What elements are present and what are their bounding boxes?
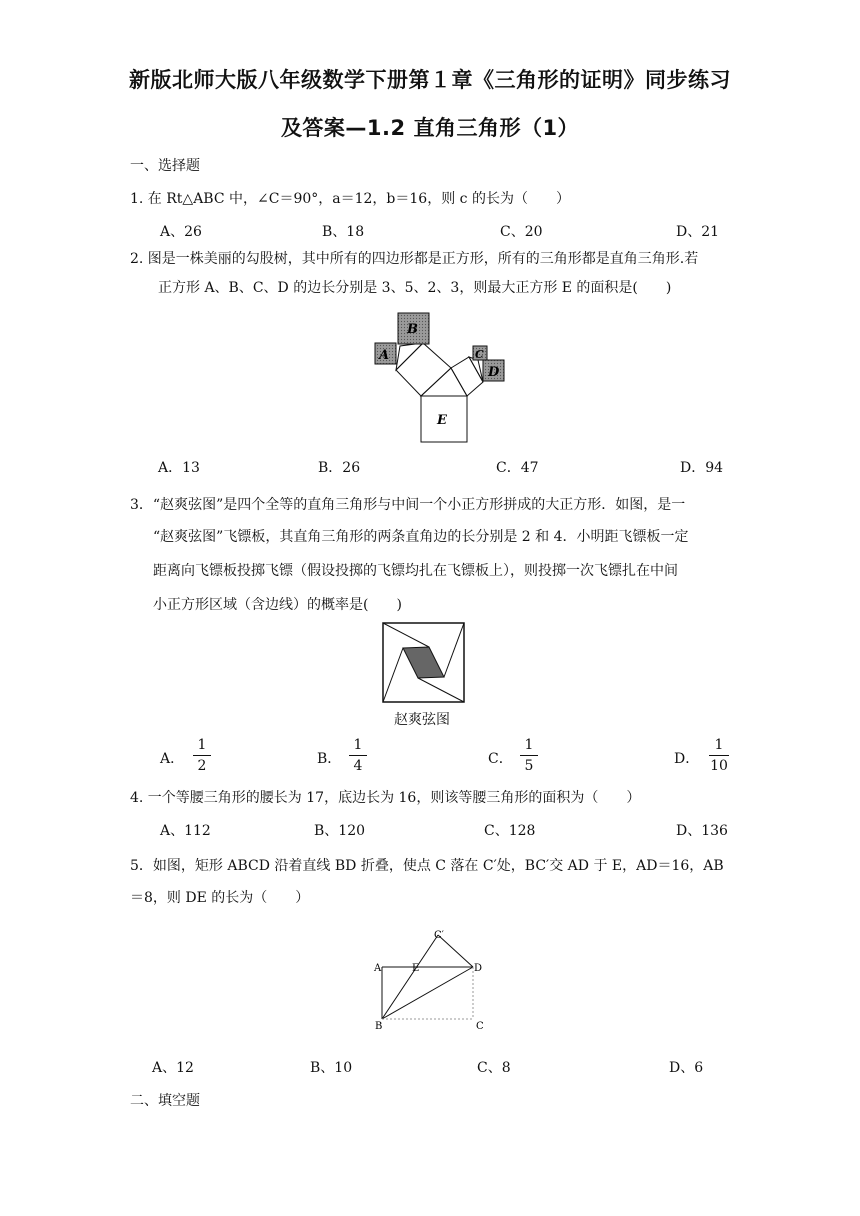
q1-option-b: B、18	[322, 224, 365, 240]
q3-option-a-fraction: 1 2	[190, 736, 214, 775]
q3-option-d-fraction: 1 10	[710, 737, 728, 774]
q4-option-c: C、128	[484, 823, 536, 839]
section-heading-fill: 二、填空题	[130, 1093, 200, 1109]
question-4-text: 4. 一个等腰三角形的腰长为 17，底边长为 16，则该等腰三角形的面积为（ ）	[130, 790, 641, 806]
page-title-line1: 新版北师大版八年级数学下册第１章《三角形的证明》同步练习	[129, 68, 731, 92]
zhao-shuang-figure	[382, 622, 466, 704]
rectangle-fold-figure	[370, 925, 490, 1035]
label-e: E	[412, 963, 420, 974]
question-5-text-line1: 5．如图，矩形 ABCD 沿着直线 BD 折叠，使点 C 落在 C′处，BC′交 AD 于 E，AD＝16，AB	[130, 858, 724, 874]
pythagoras-tree-figure	[370, 308, 520, 448]
label-c: C	[475, 348, 484, 361]
q2-option-b: B．26	[318, 460, 361, 476]
label-b: B	[375, 1021, 383, 1032]
label-b: B	[407, 322, 418, 337]
q4-option-b: B、120	[314, 823, 366, 839]
question-1-text: 1. 在 Rt△ABC 中，∠C＝90°，a＝12，b＝16，则 c 的长为（ ）	[130, 191, 570, 207]
q4-option-d: D、136	[676, 823, 728, 839]
q3-option-b-fraction: 1 4	[346, 736, 370, 775]
question-3-text-line4: 小正方形区域（含边线）的概率是( )	[153, 597, 402, 613]
q5-option-a: A、12	[152, 1060, 194, 1076]
label-d: D	[474, 963, 483, 974]
label-a: A	[374, 963, 382, 974]
label-e: E	[437, 413, 447, 428]
question-3-text-line2: “赵爽弦图”飞镖板，其直角三角形的两条直角边的长分别是 2 和 4．小明距飞镖板一定	[153, 529, 689, 545]
q4-option-a: A、112	[160, 823, 211, 839]
q1-option-a: A、26	[160, 224, 202, 240]
question-2-text-line1: 2. 图是一株美丽的勾股树，其中所有的四边形都是正方形，所有的三角形都是直角三角形.若	[130, 251, 699, 267]
question-2-text-line2: 正方形 A、B、C、D 的边长分别是 3、5、2、3，则最大正方形 E 的面积是( )	[158, 280, 672, 296]
q3-option-b-label: B．	[317, 751, 342, 767]
section-heading-choice: 一、选择题	[130, 158, 200, 174]
label-c-prime: C′	[434, 930, 444, 941]
q1-option-c: C、20	[500, 224, 543, 240]
question-3-text-line1: 3．“赵爽弦图”是四个全等的直角三角形与中间一个小正方形拼成的大正方形．如图，是一	[130, 497, 686, 513]
page-title-line2: 及答案—1.2 直角三角形（1）	[280, 116, 580, 140]
label-d: D	[488, 365, 500, 380]
q2-option-d: D．94	[680, 460, 724, 476]
q3-option-d-label: D．	[674, 751, 700, 767]
q2-option-a: A．13	[158, 460, 200, 476]
label-a: A	[379, 348, 390, 363]
q3-option-a-label: A．	[160, 751, 185, 767]
q3-option-c-label: C．	[488, 751, 513, 767]
q3-option-c-fraction: 1 5	[517, 736, 541, 775]
q5-option-b: B、10	[310, 1060, 353, 1076]
label-c: C	[476, 1021, 484, 1032]
question-3-text-line3: 距离向飞镖板投掷飞镖（假设投掷的飞镖均扎在飞镖板上），则投掷一次飞镖扎在中间	[153, 563, 678, 579]
figure-caption: 赵爽弦图	[394, 712, 450, 728]
q2-option-c: C．47	[496, 460, 539, 476]
q5-option-c: C、8	[477, 1060, 511, 1076]
q1-option-d: D、21	[676, 224, 720, 240]
q5-option-d: D、6	[669, 1060, 704, 1076]
question-5-text-line2: ＝8，则 DE 的长为（ ）	[130, 890, 310, 906]
